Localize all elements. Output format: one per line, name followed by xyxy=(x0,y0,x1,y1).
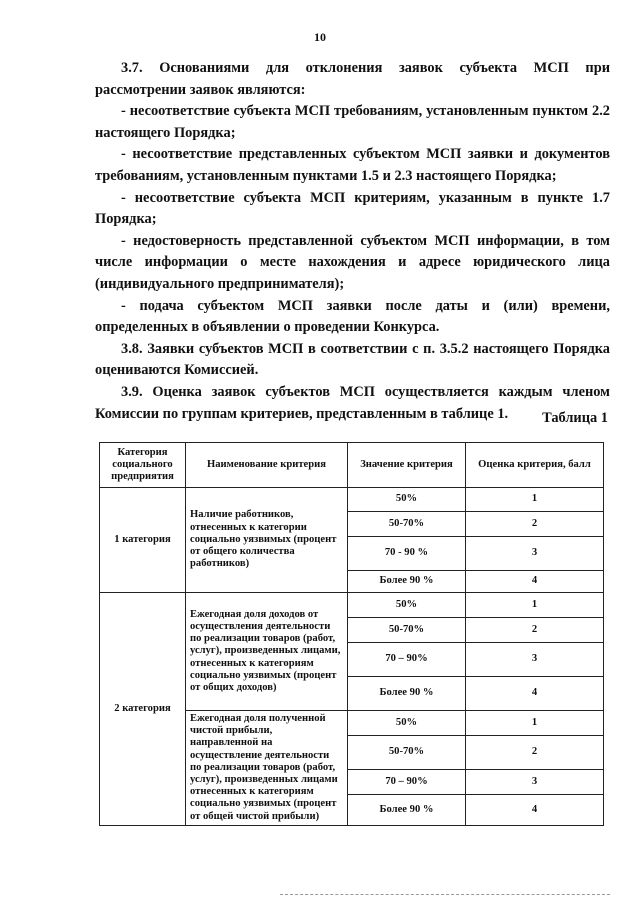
criterion-value-cell: 50% xyxy=(348,711,466,736)
list-item-late-submission: - подача субъектом МСП заявки после даты и (или) времени, определенных в объявлении о проведении Конкурса. xyxy=(95,297,610,336)
header-score: Оценка критерия, балл xyxy=(466,443,604,488)
score-cell: 3 xyxy=(466,643,604,677)
list-item-requirements: - несоответствие субъекта МСП требованиям, установленным пунктом 2.2 настоящего Порядка; xyxy=(95,103,610,141)
criterion-value-cell: 70 - 90 % xyxy=(348,537,466,571)
criterion-value-cell: 70 – 90% xyxy=(348,770,466,795)
score-cell: 4 xyxy=(466,795,604,826)
criterion-value-cell: Более 90 % xyxy=(348,795,466,826)
score-cell: 3 xyxy=(466,770,604,795)
category-cell: 1 категория xyxy=(100,488,186,593)
score-cell: 3 xyxy=(466,537,604,571)
score-cell: 4 xyxy=(466,571,604,593)
criterion-name-cell: Ежегодная доля полученной чистой прибыли, направленной на осуществление деятельности по реализации товаров (работ, услуг), произведенных лицами отнесенных к категориям социально уязвимых (процент от общей чистой прибыли) xyxy=(186,711,348,826)
header-criterion-name: Наименование критерия xyxy=(186,443,348,488)
list-item-unreliable-info: - недостоверность представленной субъектом МСП информации, в том числе информации о месте нахождения и адресе юридического лица (индивидуального предпринимателя); xyxy=(95,232,610,292)
scan-footer-line xyxy=(280,894,610,895)
paragraph-3-9: 3.9. Оценка заявок субъектов МСП осуществляется каждым членом Комиссии по группам критериев, представленным в таблице 1. xyxy=(95,383,610,422)
criterion-name-cell: Ежегодная доля доходов от осуществления деятельности по реализации товаров (работ, услуг), произведенных лицами, отнесенных к категориям социально уязвимых (процент от общих доходов) xyxy=(186,593,348,711)
criterion-name-cell: Наличие работников, отнесенных к категории социально уязвимых (процент от общего количества работников) xyxy=(186,488,348,593)
score-cell: 1 xyxy=(466,593,604,618)
score-cell: 1 xyxy=(466,711,604,736)
category-cell: 2 категория xyxy=(100,593,186,826)
list-item-documents: - несоответствие представленных субъектом МСП заявки и документов требованиям, установленным пунктами 1.5 и 2.3 настоящего Порядка; xyxy=(95,146,610,184)
list-item-criteria: - несоответствие субъекта МСП критериям, указанным в пункте 1.7 Порядка; xyxy=(95,189,610,228)
score-cell: 1 xyxy=(466,488,604,512)
table-row xyxy=(100,488,604,512)
header-criterion-value: Значение критерия xyxy=(348,443,466,488)
table-row xyxy=(100,593,604,618)
criterion-value-cell: 50-70% xyxy=(348,618,466,643)
table-caption: Таблица 1 xyxy=(542,410,608,426)
criterion-value-cell: 50-70% xyxy=(348,736,466,770)
header-category: Категория социального предприятия xyxy=(100,443,186,488)
criterion-value-cell: 50% xyxy=(348,488,466,512)
paragraph-3-8: 3.8. Заявки субъектов МСП в соответствии с п. 3.5.2 настоящего Порядка оцениваются Комиссией. xyxy=(95,340,610,379)
document-body xyxy=(95,58,610,425)
table-header-row xyxy=(100,443,604,488)
score-cell: 4 xyxy=(466,677,604,711)
criterion-value-cell: 50-70% xyxy=(348,512,466,537)
page-number: 10 xyxy=(314,30,326,44)
criterion-value-cell: 50% xyxy=(348,593,466,618)
criterion-value-cell: 70 – 90% xyxy=(348,643,466,677)
score-cell: 2 xyxy=(466,512,604,537)
criteria-table xyxy=(99,442,604,826)
score-cell: 2 xyxy=(466,736,604,770)
criterion-value-cell: Более 90 % xyxy=(348,677,466,711)
paragraph-3-7: 3.7. Основаниями для отклонения заявок субъекта МСП при рассмотрении заявок являются: xyxy=(95,60,610,98)
criterion-value-cell: Более 90 % xyxy=(348,571,466,593)
score-cell: 2 xyxy=(466,618,604,643)
